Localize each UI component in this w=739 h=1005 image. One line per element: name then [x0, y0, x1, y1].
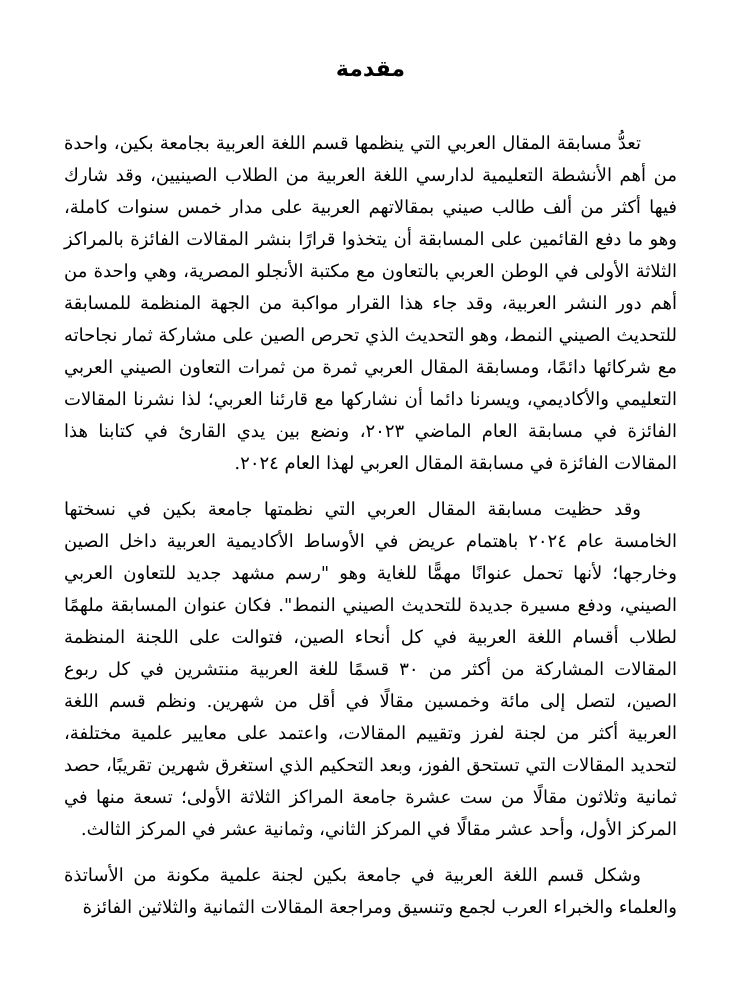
paragraph-3: وشكل قسم اللغة العربية في جامعة بكين لجنة علمية مكونة من الأساتذة والعلماء والخبراء العرب لجمع وتنسيق ومراجعة المقالات الثمانية والثلاثين الفائزة [64, 865, 677, 918]
paragraph-1: تعدُّ مسابقة المقال العربي التي ينظمها قسم اللغة العربية بجامعة بكين، واحدة من أهم الأنشطة التعليمية لدارسي اللغة العربية من الطلاب الصينيين، وقد شارك فيها أكثر من ألف طالب صيني بمقالاتهم العربية على مدار خمس سنوات كاملة، وهو ما دفع القائمين على المسابقة أن يتخذوا قرارًا بنشر المقالات الفائزة بالمراكز الثلاثة الأولى في الوطن العربي بالتعاون مع مكتبة الأنجلو المصرية، وهي واحدة من أهم دور النشر العربية، وقد جاء هذا القرار مواكبة من الجهة المنظمة للمسابقة للتحديث الصيني النمط، وهو التحديث الذي تحرص الصين على مشاركة ثمار نجاحاته مع شركائها دائمًا، ومسابقة المقال العربي ثمرة من ثمرات التعاون الصيني العربي التعليمي والأكاديمي، ويسرنا دائما أن نشاركها مع قارئنا العربي؛ لذا نشرنا المقالات الفائزة في مسابقة العام الماضي ٢٠٢٣، ونضع بين يدي القارئ في كتابنا هذا المقالات الفائزة في مسابقة المقال العربي لهذا العام ٢٠٢٤. [64, 133, 678, 474]
page-title: مقدمة [335, 57, 406, 82]
paragraph-2: وقد حظيت مسابقة المقال العربي التي نظمتها جامعة بكين في نسختها الخامسة عام ٢٠٢٤ باهتمام عريض في الأوساط الأكاديمية العربية داخل الصين وخارجها؛ لأنها تحمل عنوانًا مهمًّا للغاية وهو "رسم مشهد جديد للتعاون العربي الصيني، ودفع مسيرة جديدة للتحديث الصيني النمط". فكان عنوان المسابقة ملهمًا لطلاب أقسام اللغة العربية في كل أنحاء الصين، فتوالت على اللجنة المنظمة المقالات المشاركة من أكثر من ٣٠ قسمًا للغة العربية منتشرين في كل ربوع الصين، لتصل إلى مائة وخمسين مقالًا في أقل من شهرين. ونظم قسم اللغة العربية أكثر من لجنة لفرز وتقييم المقالات، واعتمد على معايير علمية مختلفة، لتحديد المقالات التي تستحق الفوز، وبعد التحكيم الذي استغرق شهرين تقريبًا، حصد ثمانية وثلاثون مقالًا من ست عشرة جامعة المراكز الثلاثة الأولى؛ تسعة منها في المركز الأول، وأحد عشر مقالًا في المركز الثاني، وثمانية عشر في المركز الثالث. [64, 499, 677, 840]
